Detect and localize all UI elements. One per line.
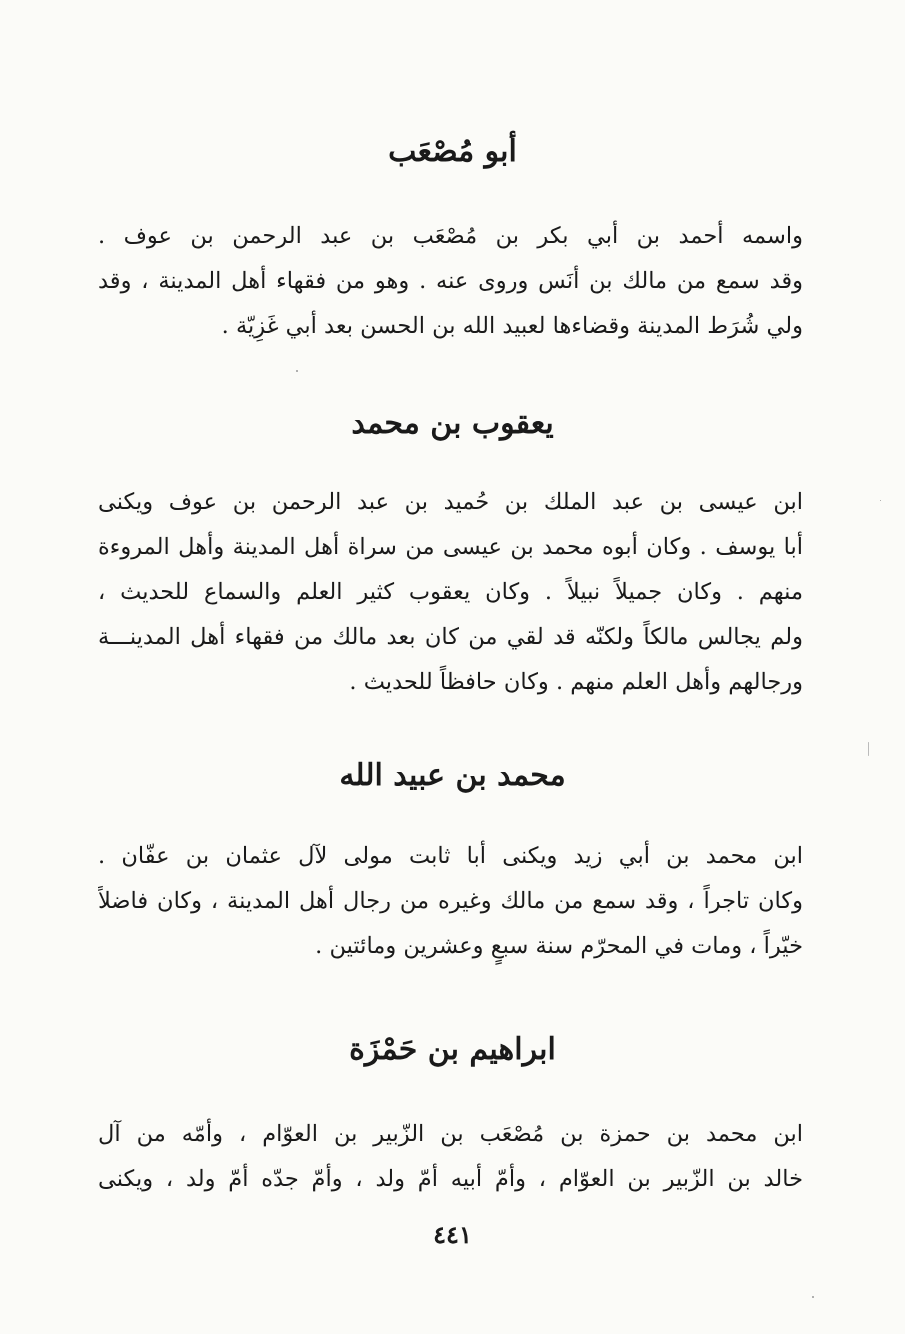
scan-speck [296,370,298,372]
scan-speck [812,1296,814,1298]
section-title-muhammad: محمد بن عبيد الله [339,758,566,793]
paragraph-line: ابن عيسى بن عبد الملك بن حُميد بن عبد الرحمن بن عوف ويكنى [98,489,803,515]
paragraph-line: وقد سمع من مالك بن أنَس وروى عنه . وهو من فقهاء أهل المدينة ، وقد [98,268,803,294]
section-title-yaqub: يعقوب بن محمد [351,406,554,441]
scan-speck [868,742,869,756]
section-paragraph-muhammad [98,834,803,969]
paragraph-line: ولم يجالس مالكاً ولكنّه قد لقي من كان بعد مالك من فقهاء أهل المدينـــة [98,624,803,650]
paragraph-line: ابن محمد بن أبي زيد ويكنى أبا ثابت مولى لآل عثمان بن عفّان . [98,843,803,869]
paragraph-line: ابن محمد بن حمزة بن مُصْعَب بن الزّبير بن العوّام ، وأمّه من آل [98,1121,803,1147]
section-paragraph-ibrahim [98,1112,803,1202]
page-number: ٤٤١ [433,1220,472,1249]
paragraph-line: منهم . وكان جميلاً نبيلاً . وكان يعقوب كثير العلم والسماع للحديث ، [98,579,803,605]
paragraph-line: خالد بن الزّبير بن العوّام ، وأمّ أبيه أمّ ولد ، وأمّ جدّه أمّ ولد ، ويكنى [98,1166,803,1192]
section-paragraph-abu-musab [98,214,803,349]
paragraph-line: خيّراً ، ومات في المحرّم سنة سبعٍ وعشرين ومائتين . [315,933,803,959]
section-paragraph-yaqub [98,480,803,705]
section-title-ibrahim: ابراهيم بن حَمْزَة [349,1032,556,1067]
paragraph-line: ورجالهم وأهل العلم منهم . وكان حافظاً للحديث . [349,669,803,695]
scan-speck [880,500,881,501]
paragraph-line: وكان تاجراً ، وقد سمع من مالك وغيره من رجال أهل المدينة ، وكان فاضلاً [98,888,803,914]
paragraph-line: ولي شُرَط المدينة وقضاءها لعبيد الله بن الحسن بعد أبي غَزِيّة . [221,313,803,339]
paragraph-line: واسمه أحمد بن أبي بكر بن مُصْعَب بن عبد الرحمن بن عوف . [98,223,803,249]
paragraph-line: أبا يوسف . وكان أبوه محمد بن عيسى من سراة أهل المدينة وأهل المروءة [98,534,803,560]
section-title-abu-musab: أبو مُصْعَب [388,134,517,169]
